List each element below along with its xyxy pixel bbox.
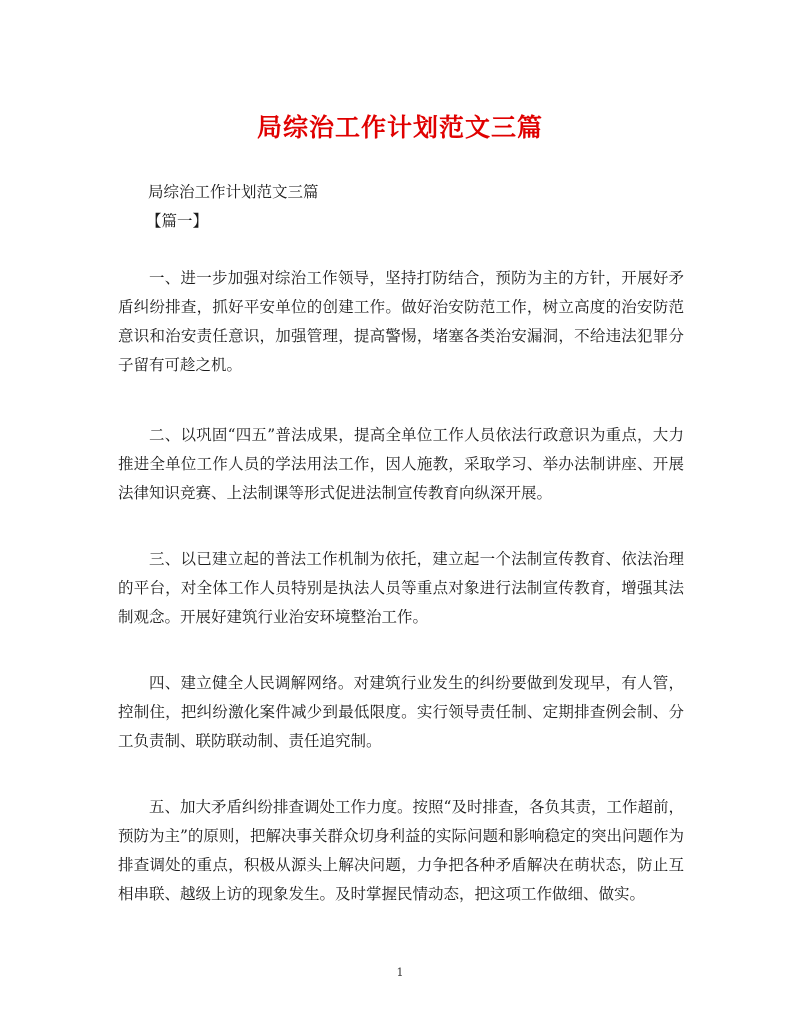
document-title: 局综治工作计划范文三篇	[256, 113, 543, 142]
section-label: 【篇一】	[146, 212, 209, 230]
paragraph-3: 三、以已建立起的普法工作机制为依托，建立起一个法制宣传教育、依法治理的平台，对全体工作人员特别是执法人员等重点对象进行法制宣传教育，增强其法制观念。开展好建筑行业治安环境整治工作。	[118, 550, 684, 626]
paragraph-2: 二、以巩固“四五”普法成果，提高全单位工作人员依法行政意识为重点，大力推进全单位工作人员的学法用法工作，因人施教，采取学习、举办法制讲座、开展法律知识竞赛、上法制课等形式促进法制宣传教育向纵深开展。	[118, 426, 684, 502]
paragraph-4: 四、建立健全人民调解网络。对建筑行业发生的纠纷要做到发现早，有人管，控制住，把纠纷激化案件减少到最低限度。实行领导责任制、定期排查例会制、分工负责制、联防联动制、责任追究制。	[118, 674, 684, 750]
paragraph-5: 五、加大矛盾纠纷排查调处工作力度。按照“及时排查，各负其责，工作超前，预防为主”的原则，把解决事关群众切身利益的实际问题和影响稳定的突出问题作为排查调处的重点，积极从源头上解决问题，力争把各种矛盾解决在萌状态，防止互相串联、越级上访的现象发生。及时掌握民情动态，把这项工作做细、做实。	[118, 798, 684, 903]
paragraph-1: 一、进一步加强对综治工作领导，坚持打防结合，预防为主的方针，开展好矛盾纠纷排查，抓好平安单位的创建工作。做好治安防范工作，树立高度的治安防范意识和治安责任意识，加强管理，提高警惕，堵塞各类治安漏洞，不给违法犯罪分子留有可趁之机。	[118, 269, 684, 374]
document-subtitle: 局综治工作计划范文三篇	[148, 183, 319, 201]
page-number: 1	[396, 966, 404, 979]
